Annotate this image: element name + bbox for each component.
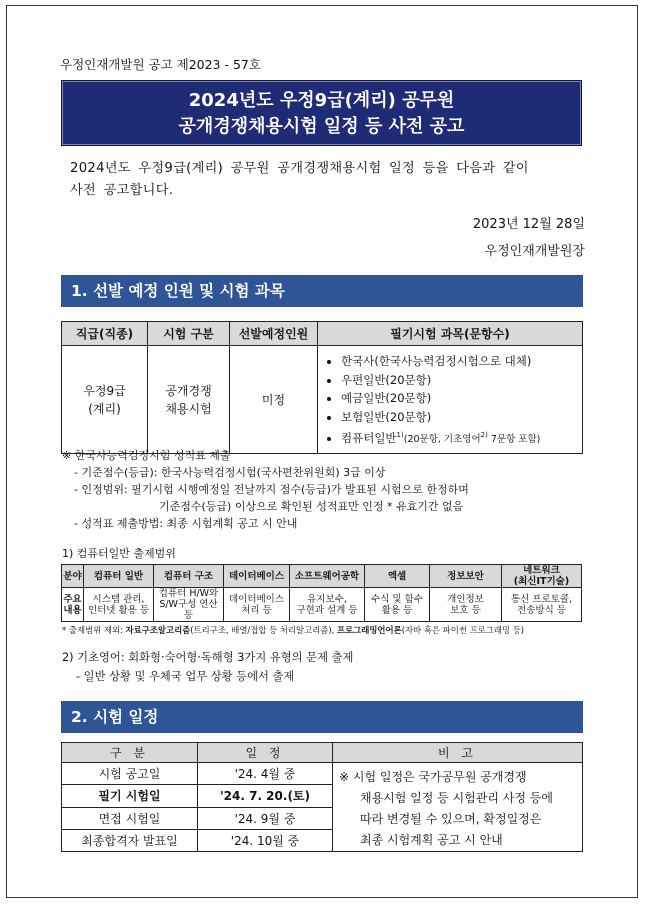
- scope-field: 엑셀: [365, 565, 430, 588]
- subjects-cell: [318, 346, 583, 454]
- notice-number: 우정인재개발원 공고 제2023 - 57호: [60, 57, 261, 72]
- subject-item: • 한국사(한국사능력검정시험으로 대체): [341, 352, 581, 371]
- scope-content: [365, 588, 430, 622]
- exclusion-detail-1: (트리구조, 배열/접합 등 처리알고리즘),: [190, 625, 337, 635]
- scope-content: [502, 588, 582, 622]
- schedule-date: '24. 7. 20.(토): [198, 785, 333, 807]
- header-category: 구 분: [62, 743, 198, 763]
- header-schedule: 일 정: [198, 743, 333, 763]
- content-line: 보호 등: [450, 604, 481, 616]
- rank-line-1: 우정9급: [83, 383, 126, 398]
- network-line-1: 네트워크: [523, 565, 560, 576]
- content-line: 컴퓨터 H/W와: [158, 588, 219, 599]
- content-line: 데이터베이스: [228, 593, 285, 605]
- schedule-date: '24. 9월 중: [198, 807, 333, 829]
- scope-field: 컴퓨터 일반: [84, 565, 154, 588]
- content-line: 시스템 관리,: [92, 593, 145, 605]
- content-line: S/W구성 연산 등: [159, 599, 218, 621]
- content-line: 통신 프로토콜,: [510, 593, 573, 605]
- schedule-date: '24. 4월 중: [198, 763, 333, 785]
- note-sub-1: - 기준점수(등급): 한국사능력검정시험(국사편찬위원회) 3급 이상: [74, 466, 386, 479]
- content-line: 인터넷 활용 등: [87, 604, 150, 616]
- english-line-2: - 일반 상황 및 우체국 업무 상황 등에서 출제: [76, 670, 295, 683]
- computer-scope-table: [61, 564, 582, 622]
- exam-line-2: 채용시험: [165, 401, 212, 416]
- subjects-list: [319, 347, 581, 452]
- scope-field: 데이터베이스: [224, 565, 290, 588]
- subject-item: • 예금일반(20문항): [341, 389, 581, 408]
- title-line-2: 공개경쟁채용시험 일정 등 사전 공고: [178, 116, 465, 137]
- schedule-date: '24. 10월 중: [198, 829, 333, 851]
- content-line: 전송방식 등: [517, 604, 566, 616]
- history-notes: [62, 447, 587, 532]
- header-exam-type: 시험 구분: [148, 322, 230, 346]
- schedule-label: 최종합격자 발표일: [62, 829, 198, 851]
- title-box: [61, 80, 582, 146]
- computer-detail: (20문항, 기초영어: [403, 433, 481, 445]
- scope-exclusion-note: [62, 624, 592, 636]
- exclusion-term-2: 프로그래밍언어론: [336, 625, 402, 635]
- footnote-ref-2: 2): [480, 431, 488, 439]
- rank-cell: [62, 346, 148, 454]
- selection-table-header: [62, 322, 583, 346]
- row-label-line-2: 내용: [63, 604, 82, 616]
- subject-item: • 우편일반(20문항): [341, 371, 581, 390]
- scope-field-row: [62, 565, 582, 588]
- section-1-heading: 1. 선발 예정 인원 및 시험 과목: [61, 275, 583, 307]
- announcement-date: 2023년 12월 28일: [472, 217, 585, 232]
- scope-field: 소프트웨어공학: [290, 565, 365, 588]
- content-line: 처리 등: [241, 604, 272, 616]
- computer-subject: 컴퓨터일반: [341, 430, 397, 445]
- intro-line-2: 사전 공고합니다.: [70, 183, 174, 198]
- english-line-1: 2) 기초영어: 회화형·숙어형·독해형 3가지 유형의 문제 출제: [62, 651, 354, 664]
- schedule-row: [62, 763, 583, 785]
- scope-content: [430, 588, 502, 622]
- network-line-2: (최신IT기술): [513, 576, 570, 587]
- footnote-ref-1: 1): [396, 431, 404, 439]
- remark-line-1: ※ 시험 일정은 국가공무원 공개경쟁: [339, 770, 527, 784]
- section-2-heading: 2. 시험 일정: [61, 701, 583, 733]
- schedule-label: 필기 시험일: [62, 785, 198, 807]
- header-count: 선발예정인원: [230, 322, 318, 346]
- scope-field: 컴퓨터 구조: [154, 565, 224, 588]
- exam-line-1: 공개경쟁: [165, 383, 212, 398]
- schedule-label: 면접 시험일: [62, 807, 198, 829]
- rank-line-2: (계리): [88, 401, 121, 416]
- content-line: 수식 및 함수: [371, 593, 423, 605]
- scope-content: [224, 588, 290, 622]
- scope-row-label: [62, 588, 84, 622]
- selection-table: [61, 321, 583, 454]
- english-notes: [62, 648, 353, 686]
- schedule-header: [62, 743, 583, 763]
- issuer-name: 우정인재개발원장: [484, 244, 585, 259]
- remark-line-3: 따라 변경될 수 있으며, 확정일정은: [360, 812, 542, 826]
- scope-content: [290, 588, 365, 622]
- note-sub-3: - 성적표 제출방법: 최종 시험계획 공고 시 안내: [74, 517, 298, 530]
- scope-field: [502, 565, 582, 588]
- exclusion-term-1: 자료구조알고리즘: [125, 625, 191, 635]
- header-subjects: 필기시험 과목(문항수): [318, 322, 583, 346]
- scope-field: 정보보안: [430, 565, 502, 588]
- note-main: ※ 한국사능력검정시험 성적표 제출: [62, 449, 231, 462]
- header-rank: 직급(직종): [62, 322, 148, 346]
- note-sub-2b: 기준점수(등급) 이상으로 확인된 성적표만 인정 * 유효기간 없음: [159, 500, 464, 513]
- computer-detail-2: 7문항 포함): [487, 433, 541, 445]
- row-label-line-1: 주요: [63, 593, 82, 605]
- subject-item-computer: [341, 426, 581, 449]
- scope-content: [154, 588, 224, 622]
- selection-table-row: [62, 346, 583, 454]
- header-remarks: 비 고: [333, 743, 583, 763]
- intro-line-1: 2024년도 우정9급(계리) 공무원 공개경쟁채용시험 일정 등을 다음과 같이: [70, 161, 529, 176]
- content-line: 유지보수,: [307, 593, 347, 605]
- schedule-label: 시험 공고일: [62, 763, 198, 785]
- remark-line-4: 최종 시험계획 공고 시 안내: [360, 833, 503, 847]
- exclusion-detail-2: (자바 혹은 파이썬 프로그래밍 등): [401, 625, 525, 635]
- computer-scope-heading: 1) 컴퓨터일반 출제범위: [62, 547, 176, 560]
- content-line: 활용 등: [381, 604, 413, 616]
- remark-line-2: 채용시험 일정 등 시험관리 사정 등에: [360, 791, 553, 805]
- content-line: 구현과 설계 등: [296, 604, 358, 616]
- count-cell: 미정: [230, 346, 318, 454]
- intro-text: [70, 158, 580, 202]
- content-line: 개인정보: [447, 593, 484, 605]
- exclusion-prefix: * 출제범위 제외:: [62, 625, 126, 635]
- note-sub-2a: - 인정범위: 필기시험 시행예정일 전날까지 점수(등급)가 발표된 시험으로 한정하며: [74, 483, 469, 496]
- scope-content: [84, 588, 154, 622]
- scope-content-row: [62, 588, 582, 622]
- schedule-table: [61, 742, 583, 852]
- scope-row-label: 분야: [62, 565, 84, 588]
- schedule-remarks: [333, 763, 583, 852]
- subject-item: • 보험일반(20문항): [341, 408, 581, 427]
- title-line-1: 2024년도 우정9급(계리) 공무원: [188, 90, 455, 111]
- exam-type-cell: [148, 346, 230, 454]
